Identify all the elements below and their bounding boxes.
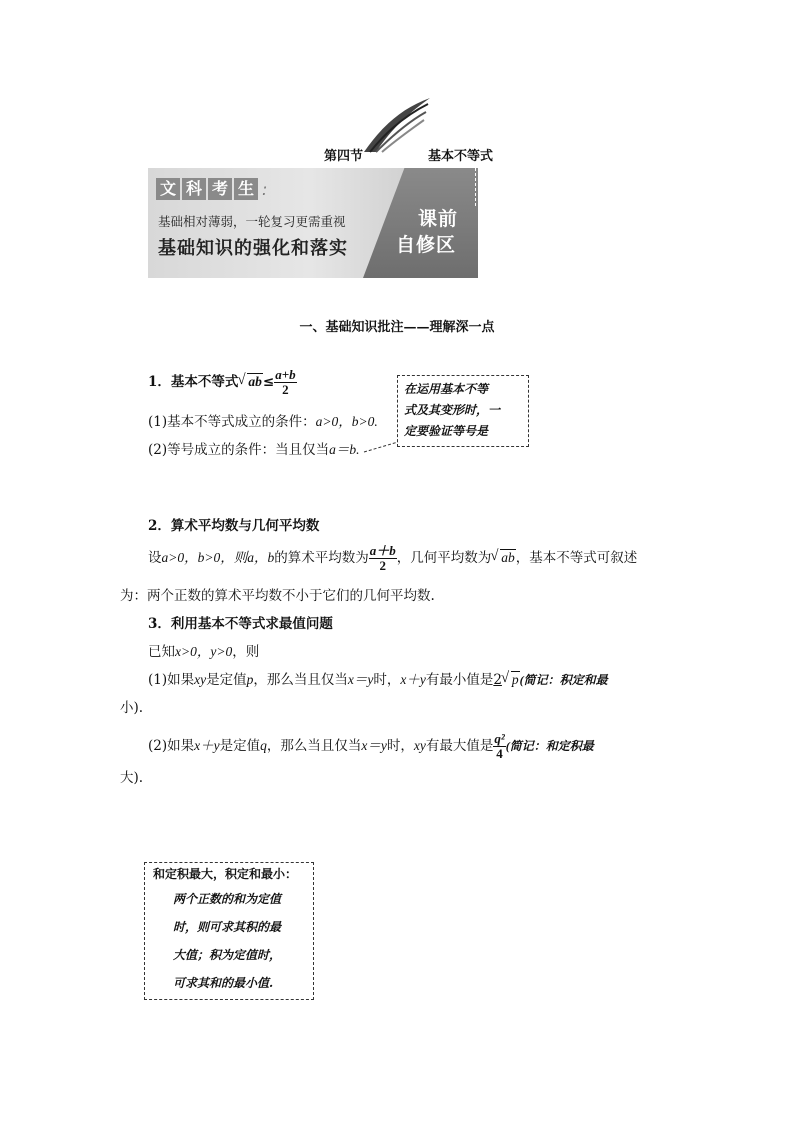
item1-cond1 [148, 410, 378, 430]
case2-var: xy [413, 738, 426, 753]
banner [148, 168, 478, 278]
swoosh-logo-icon [362, 96, 432, 156]
item3-title: 3．利用基本不等式求最值问题 [148, 616, 333, 632]
given-suffix: ，则 [232, 644, 260, 660]
frac-num: a＋b [369, 543, 396, 558]
case1-var: x＋y [400, 672, 426, 687]
item3-case2 [148, 732, 594, 761]
cond1-prefix: (1)基本不等式成立的条件： [148, 414, 316, 430]
case1-coef: 2 [493, 672, 502, 688]
banner-subtitle: 基础相对薄弱，一轮复习更需重视 [158, 214, 346, 229]
frac-den: 2 [282, 382, 289, 397]
banner-tag-char: 文 [156, 178, 180, 200]
case2-text: 有最大值是 [425, 738, 494, 754]
banner-right-line1: 课前 [418, 208, 459, 230]
sqrt-ab [491, 550, 516, 566]
case2-note: (简记：和定积最 [505, 739, 594, 753]
given-prefix: 已知 [148, 644, 175, 660]
case1-note: (简记：积定和最 [519, 673, 608, 687]
cond1-value: a>0，b>0. [315, 414, 378, 429]
banner-tag-char: 考 [208, 178, 232, 200]
note2-line: 两个正数的和为定值 [173, 892, 282, 906]
item3-given [148, 640, 259, 660]
sqrt-p [502, 672, 520, 688]
banner-right-line2: 自修区 [396, 234, 457, 256]
item2-line1 [148, 544, 637, 573]
item2-line2: 为：两个正数的算术平均数不小于它们的几何平均数. [120, 588, 435, 604]
banner-tag-char: 科 [182, 178, 206, 200]
banner-tag-char: 生 [234, 178, 258, 200]
item3-case1-line2: 小). [120, 700, 144, 716]
leq-sign: ≤ [262, 374, 275, 390]
sqrt-arg: ab [501, 550, 515, 565]
case2-text: 是定值 [219, 738, 261, 754]
case2-text: (2)如果 [148, 738, 195, 754]
case2-var: x＋y [194, 738, 220, 753]
banner-dotted-line [475, 168, 476, 206]
item1-title: 1．基本不等式 [148, 374, 239, 390]
case1-var: x＝y [347, 672, 374, 687]
section-number: 第四节 [324, 149, 364, 164]
note2-head: 和定积最大，积定和最小： [153, 867, 298, 881]
case1-var: p [246, 672, 254, 687]
cond2-prefix: (2)等号成立的条件：当且仅当 [148, 442, 330, 458]
case2-text: 时， [386, 738, 414, 754]
note-box-2 [144, 862, 314, 1000]
item2-title: 2．算术平均数与几何平均数 [148, 518, 320, 534]
sqrt-arg: ab [248, 374, 262, 389]
item1-cond2 [148, 438, 360, 458]
banner-tag [156, 178, 267, 202]
case1-text: 有最小值是 [425, 672, 494, 688]
item2-text: ，几何平均数为 [396, 550, 492, 566]
case1-text: ，那么当且仅当 [253, 672, 348, 688]
section-heading: 一、基础知识批注——理解深一点 [299, 320, 495, 335]
sqrt-ab [238, 374, 263, 390]
note2-line: 大值；积为定值时， [173, 948, 282, 962]
banner-tag-colon: : [262, 180, 268, 199]
callout-arrow-icon [362, 440, 402, 454]
note-box-1 [397, 375, 529, 447]
note2-line: 可求其和的最小值. [173, 976, 274, 990]
item1-title-line [148, 368, 297, 397]
frac-den: 2 [379, 558, 386, 573]
item2-text: 的算术平均数为 [274, 550, 369, 566]
item2-text: 设 [148, 550, 162, 566]
cond2-value: a＝b. [329, 442, 360, 457]
item2-vars: a，b [247, 550, 275, 565]
note-line: 在运用基本不等 [404, 382, 489, 396]
case2-var: x＝y [361, 738, 387, 753]
section-title: 基本不等式 [428, 149, 494, 164]
case1-var: xy [194, 672, 207, 687]
item3-case2-line2: 大). [120, 770, 144, 786]
sqrt-arg: p [511, 672, 519, 687]
case1-text: (1)如果 [148, 672, 195, 688]
fraction [369, 544, 397, 573]
item2-text: ，基本不等式可叙述 [515, 550, 638, 566]
note-line: 式及其变形时，一 [404, 403, 501, 417]
given-vars: x>0，y>0 [175, 644, 233, 659]
case1-text: 时， [373, 672, 401, 688]
case2-text: ，那么当且仅当 [266, 738, 362, 754]
fraction [274, 368, 296, 397]
frac-num: q² [494, 731, 505, 746]
note2-line: 时，则可求其积的最 [173, 920, 282, 934]
fraction [493, 732, 505, 761]
frac-den: 4 [496, 746, 503, 761]
case1-text: 是定值 [206, 672, 247, 688]
banner-main-text: 基础知识的强化和落实 [158, 238, 348, 259]
item2-cond: a>0，b>0，则 [161, 550, 248, 565]
case2-var: q [260, 738, 267, 753]
item3-case1 [148, 668, 608, 688]
frac-num: a+b [275, 367, 296, 382]
note-line: 定要验证等号是 [404, 424, 489, 438]
